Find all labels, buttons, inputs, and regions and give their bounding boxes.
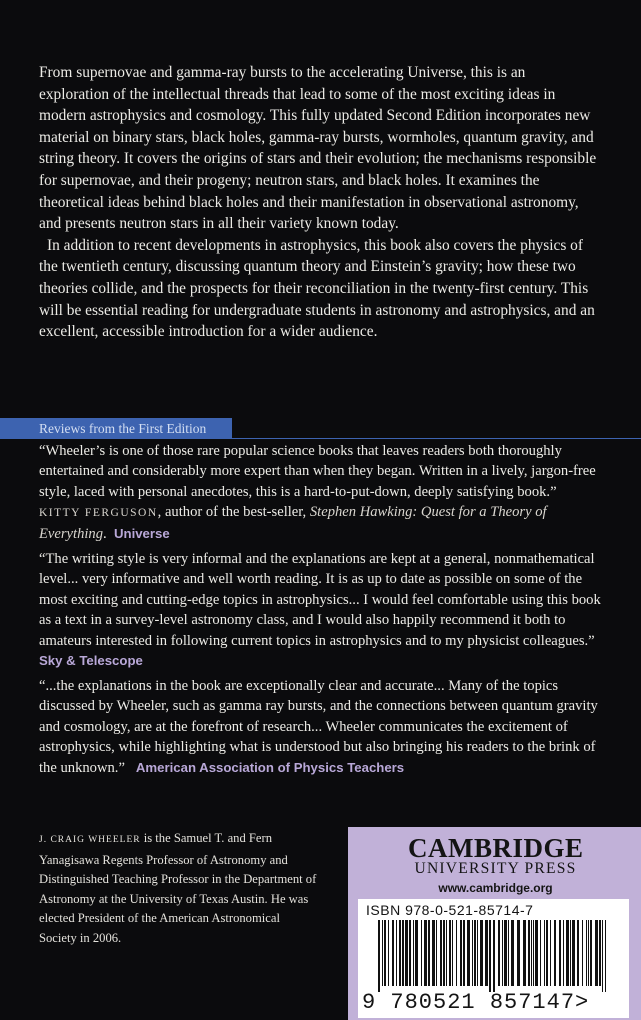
barcode-bar (544, 920, 545, 986)
reviews-divider (232, 438, 641, 439)
barcode-bar (485, 920, 488, 986)
barcode-bar (396, 920, 397, 986)
barcode-bar (577, 920, 579, 986)
review-3-quote: “...the explanations in the book are exceptionally clear and accurate... Many of the topics discussed by Wheeler, such as gamma ray bursts, and the connections between quantum gravity and cosmology, are at the forefront of research... Wheeler communicates the excitement of astrophysics, while highlighting what is understood but also bringing his readers to the brink of the unknown.” (39, 678, 598, 776)
author-name: J. CRAIG WHEELER (39, 835, 141, 845)
barcode-bar (382, 920, 383, 986)
barcode-bar (531, 920, 532, 986)
publisher-url: www.cambridge.org (438, 881, 553, 895)
barcode-bar (463, 920, 465, 986)
publisher-press: UNIVERSITY PRESS (414, 860, 577, 877)
barcode-bar (428, 920, 430, 986)
barcode-bar (456, 920, 457, 986)
publisher-name: CAMBRIDGE (408, 833, 584, 863)
barcode-bar (446, 920, 447, 986)
review-1-source: Universe (113, 525, 170, 541)
review-1-quote: “Wheeler’s is one of those rare popular science books that leaves readers both thoroughly entertained and considerably more expert than when they began. Written in a lively, jargon-free style, laced with personal anecdotes, this is a hard-to-put-down, deeply satisfying book.” (39, 443, 596, 500)
barcode-bar (572, 920, 575, 986)
review-2-quote: “The writing style is very informal and the explanations are kept at a general, nonmathematical level... very informative and well worth reading. It is as up to date as possible on some of the most exciting and cutting-edge topics in astrophysics... I would feel comfortable using this book as a text in a survey-level astronomy class, and I would also happily recommend it both to amateurs interested in following current topics in astrophysics and to my physicist colleagues.” (39, 551, 601, 649)
review-3-source: American Association of Physics Teachers (135, 759, 405, 775)
review-1-author-note: , author of the best-seller, (157, 504, 307, 521)
barcode-bar (413, 920, 414, 986)
barcode-bar (540, 920, 541, 986)
blurb-paragraph-1: From supernovae and gamma-ray bursts to the accelerating Universe, this is an exploration of the intellectual threads that lead to some of the most exciting ideas in modern astrophysics and cosmology. This fully updated Second Edition incorporates new material on binary stars, black holes, gamma-ray bursts, wormholes, quantum gravity, and string theory. It covers the origins of stars and their evolution; the mechanisms responsible for supernovae, and their progeny; neutron stars, and black holes. It examines the theoretical ideas behind black holes and their manifestation in observational astronomy, and presents neutron stars in all their variety known today. (39, 64, 597, 233)
author-bio (39, 829, 319, 948)
barcode-bar (443, 920, 445, 986)
barcode-bar (474, 920, 476, 986)
barcode-bar (517, 920, 520, 986)
review-1-book-title: Stephen Hawking: Quest for a Theory of Everything (39, 504, 547, 542)
barcode-bar (602, 920, 603, 992)
barcode-bar (449, 920, 451, 986)
barcode-bar (452, 920, 453, 986)
barcode-bar (432, 920, 435, 986)
barcode-bar (595, 920, 598, 986)
review-2 (39, 549, 609, 671)
barcode-bar (472, 920, 473, 986)
reviews-heading: Reviews from the First Edition (39, 421, 207, 436)
barcode-bar (504, 920, 507, 986)
barcode-bars (378, 920, 608, 992)
barcode-bar (563, 920, 564, 986)
barcode-bar (605, 920, 606, 992)
review-3 (39, 676, 609, 778)
barcode-bar (440, 920, 442, 986)
barcode-bar (402, 920, 404, 986)
barcode-bar (535, 920, 538, 986)
barcode-bar (467, 920, 470, 986)
barcode-bar (550, 920, 551, 986)
barcode-bar (421, 920, 422, 986)
barcode-bar (498, 920, 500, 986)
barcode-bar (586, 920, 587, 986)
barcode-digits-text: 9 780521 857147 (362, 990, 576, 1015)
barcode-digits (362, 991, 628, 1015)
barcode-bar (489, 920, 491, 992)
isbn-barcode (358, 899, 629, 1018)
barcode-bar (528, 920, 530, 986)
barcode-bar (388, 920, 389, 986)
review-2-source: Sky & Telescope (39, 653, 143, 669)
barcode-bar (570, 920, 571, 986)
barcode-bar (554, 920, 556, 986)
barcode-bar (384, 920, 386, 986)
barcode-bar (405, 920, 408, 986)
barcode-bar (559, 920, 561, 986)
barcode-bar (599, 920, 601, 986)
barcode-suffix: > (575, 990, 590, 1015)
isbn-number: ISBN 978-0-521-85714-7 (366, 902, 534, 918)
author-bio-text: is the Samuel T. and Fern Yanagisawa Regents Professor of Astronomy and Distinguished Teaching Professor in the Department of Astronomy at the University of Texas Austin. He was elected President of the American Astronomical Society in 2006. (39, 831, 317, 945)
barcode-bar (582, 920, 583, 986)
barcode-bar (480, 920, 483, 986)
barcode-bar (415, 920, 418, 986)
barcode-bar (590, 920, 592, 986)
blurb-paragraph-2: In addition to recent developments in astrophysics, this book also covers the physics of the twentieth century, discussing quantum theory and Einstein’s gravity; how these two theories collide, and the prospects for their reconciliation in the twenty-first century. This will be essential reading for undergraduate students in astronomy and astrophysics, and an excellent, accessible introduction for a wider audience. (39, 236, 595, 341)
barcode-bar (566, 920, 569, 986)
barcode-bar (533, 920, 534, 986)
barcode-bar (436, 920, 437, 986)
barcode-bar (588, 920, 589, 986)
barcode-bar (460, 920, 462, 986)
barcode-bar (493, 920, 495, 992)
barcode-bar (424, 920, 427, 986)
barcode-bar (392, 920, 394, 986)
barcode-bar (409, 920, 411, 986)
review-1-author: KITTY FERGUSON (39, 507, 158, 520)
barcode-bar (546, 920, 548, 986)
barcode-bar (508, 920, 509, 986)
barcode-bar (523, 920, 526, 986)
review-1: “Wheeler’s is one of those rare popular science books that leaves readers both thoroughly entertained and considerably more expert than when they began. Written in a lively, jargon-free style, laced with personal anecdotes, this is a hard-to-put-down, deeply satisfying book.” KITTY FERGUSON, author of the best-seller, Stephen Hawking: Quest for a Theory of Everything. Universe (39, 443, 596, 542)
barcode-bar (378, 920, 380, 992)
barcode-bar (399, 920, 401, 986)
barcode-bar (511, 920, 514, 986)
back-cover-blurb (39, 62, 599, 343)
barcode-bar (477, 920, 478, 986)
publisher-panel (348, 827, 641, 1020)
barcode-bar (502, 920, 503, 986)
